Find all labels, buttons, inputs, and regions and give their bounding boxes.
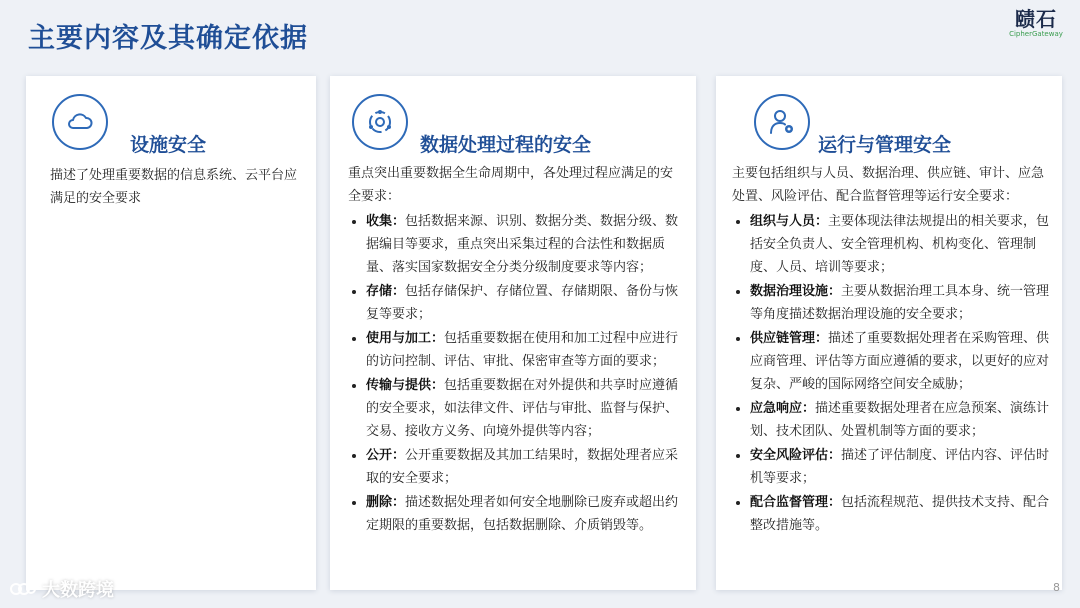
- list-item: [366, 444, 682, 490]
- item-term: 收集：: [366, 214, 406, 229]
- card-title: 数据处理过程的安全: [420, 134, 592, 156]
- item-text: 公开重要数据及其加工结果时，数据处理者应采取的安全要求；: [366, 448, 679, 486]
- item-text: 描述了重要数据处理者在采购管理、供应商管理、评估等方面应遵循的要求，以更好的应对复杂、严峻的国际网络空间安全威胁；: [750, 331, 1050, 392]
- item-text: 包括存储保护、存储位置、存储期限、备份与恢复等要求；: [366, 284, 679, 322]
- card-intro: 描述了处理重要数据的信息系统、云平台应满足的安全要求: [50, 168, 298, 206]
- card-title: 设施安全: [130, 134, 207, 156]
- item-term: 安全风险评估：: [750, 448, 842, 463]
- watermark-text: 大数跨境: [42, 580, 114, 601]
- company-logo: [1004, 8, 1068, 39]
- list-item: [750, 397, 1052, 443]
- data-process-icon: [352, 94, 408, 150]
- item-text: 描述重要数据处理者在应急预案、演练计划、技术团队、处置机制等方面的要求；: [750, 401, 1050, 439]
- card-title: 运行与管理安全: [818, 134, 952, 156]
- item-text: 包括流程规范、提供技术支持、配合整改措施等。: [750, 495, 1050, 533]
- list-item: [366, 210, 682, 279]
- card-operation-management-security: [716, 76, 1062, 590]
- item-term: 应急响应：: [750, 401, 816, 416]
- item-term: 使用与加工：: [366, 331, 445, 346]
- watermark: [10, 576, 114, 602]
- item-text: 包括数据来源、识别、数据分类、数据分级、数据编目等要求，重点突出采集过程的合法性和数据质量、落实国家数据安全分类分级制度要求等内容；: [366, 214, 679, 275]
- item-term: 配合监督管理：: [750, 495, 842, 510]
- item-text: 描述了评估制度、评估内容、评估时机等要求；: [750, 448, 1050, 486]
- page-number: 8: [1053, 581, 1060, 594]
- logo-mark: 赜石: [1015, 7, 1057, 31]
- item-term: 供应链管理：: [750, 331, 829, 346]
- list-item: [366, 374, 682, 443]
- item-term: 公开：: [366, 448, 406, 463]
- item-term: 数据治理设施：: [750, 284, 842, 299]
- item-term: 存储：: [366, 284, 406, 299]
- item-term: 组织与人员：: [750, 214, 829, 229]
- card-data-processing-security: [330, 76, 696, 590]
- watermark-icon: [10, 579, 36, 599]
- cloud-icon: [52, 94, 108, 150]
- list-item: [366, 491, 682, 537]
- list-item: [750, 210, 1052, 279]
- list-item: [750, 327, 1052, 396]
- item-text: 主要从数据治理工具本身、统一管理等角度描述数据治理设施的安全要求；: [750, 284, 1050, 322]
- card-intro: 重点突出重要数据全生命周期中，各处理过程应满足的安全要求：: [348, 166, 674, 204]
- card-intro: 主要包括组织与人员、数据治理、供应链、审计、应急处置、风险评估、配合监督管理等运行安全要求：: [732, 166, 1045, 204]
- item-term: 传输与提供：: [366, 378, 445, 393]
- item-text: 描述数据处理者如何安全地删除已废弃或超出约定期限的重要数据，包括数据删除、介质销毁等。: [366, 495, 679, 533]
- list-item: [366, 327, 682, 373]
- item-text: 包括重要数据在对外提供和共享时应遵循的安全要求，如法律文件、评估与审批、监督与保护、交易、接收方义务、向境外提供等内容；: [366, 378, 679, 439]
- card-facility-security: [26, 76, 316, 590]
- page-title: 主要内容及其确定依据: [28, 23, 308, 54]
- list-item: [750, 280, 1052, 326]
- item-text: 包括重要数据在使用和加工过程中应进行的访问控制、评估、审批、保密审查等方面的要求；: [366, 331, 679, 369]
- logo-subtitle: CipherGateway: [1009, 30, 1063, 38]
- user-management-icon: [754, 94, 810, 150]
- list-item: [750, 444, 1052, 490]
- list-item: [750, 491, 1052, 537]
- item-term: 删除：: [366, 495, 406, 510]
- item-text: 主要体现法律法规提出的相关要求，包括安全负责人、安全管理机构、机构变化、管理制度、人员、培训等要求；: [750, 214, 1050, 275]
- list-item: [366, 280, 682, 326]
